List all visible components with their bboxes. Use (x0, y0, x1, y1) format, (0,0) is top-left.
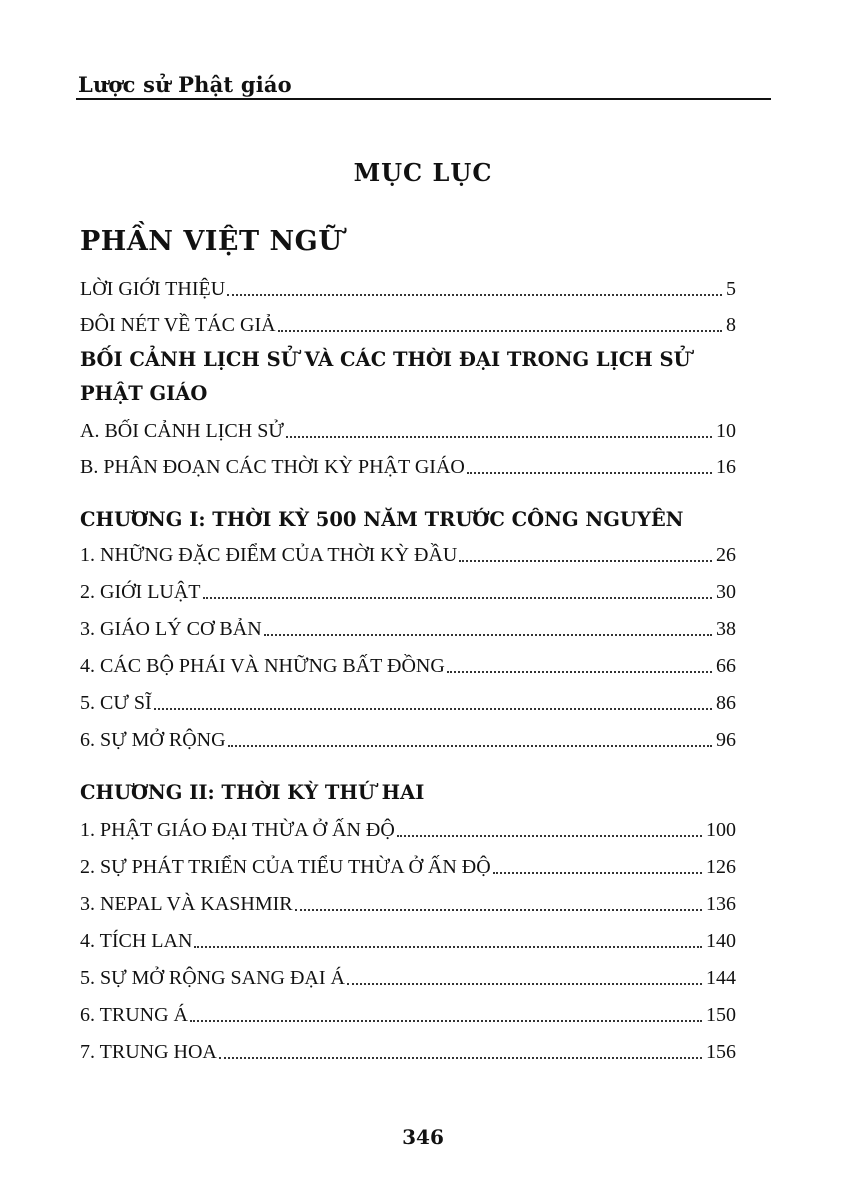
toc-entry-label: LỜI GIỚI THIỆU (80, 278, 226, 300)
toc-entry[interactable] (80, 577, 736, 605)
toc-entry[interactable] (80, 725, 736, 753)
toc-entry[interactable] (80, 540, 736, 568)
toc-entry-page: 38 (716, 618, 736, 640)
toc-entry-page: 126 (706, 856, 736, 878)
toc-entry-page: 86 (716, 692, 736, 714)
toc-entry-label: 2. SỰ PHÁT TRIỂN CỦA TIỂU THỪA Ở ẤN ĐỘ (80, 856, 491, 878)
leader-dots (228, 735, 712, 747)
leader-dots (190, 1010, 702, 1022)
toc-entry-page: 8 (726, 314, 736, 336)
toc-entry[interactable] (80, 926, 736, 954)
toc-entry-label: 1. PHẬT GIÁO ĐẠI THỪA Ở ẤN ĐỘ (80, 819, 395, 841)
toc-entry[interactable] (80, 852, 736, 880)
toc-entry-label: 4. TÍCH LAN (80, 930, 193, 952)
toc-entry[interactable] (80, 688, 736, 716)
toc-entry-page: 26 (716, 544, 736, 566)
page-number: 346 (402, 1125, 444, 1149)
toc-entry-page: 5 (726, 278, 736, 300)
toc-entry-label: 2. GIỚI LUẬT (80, 581, 201, 603)
toc-entry-page: 150 (706, 1004, 736, 1026)
leader-dots (447, 661, 712, 673)
toc-entry-page: 144 (706, 967, 736, 989)
leader-dots (203, 587, 712, 599)
toc-entry[interactable] (80, 889, 736, 917)
leader-dots (227, 284, 722, 296)
toc-entry-label: B. PHÂN ĐOẠN CÁC THỜI KỲ PHẬT GIÁO (80, 456, 465, 478)
toc-entry-label: 6. SỰ MỞ RỘNG (80, 729, 226, 751)
toc-entry-label: 3. NEPAL VÀ KASHMIR (80, 893, 293, 915)
toc-title: MỤC LỤC (353, 158, 493, 187)
toc-entry-label: A. BỐI CẢNH LỊCH SỬ (80, 420, 284, 442)
section-heading: BỐI CẢNH LỊCH SỬ VÀ CÁC THỜI ĐẠI TRONG LỊCH SỬ PHẬT GIÁO (80, 348, 691, 405)
chapter-heading: CHƯƠNG II: THỜI KỲ THỨ HAI (80, 781, 425, 804)
leader-dots (286, 426, 712, 438)
toc-entry[interactable] (80, 1037, 736, 1065)
toc-entry-label: 4. CÁC BỘ PHÁI VÀ NHỮNG BẤT ĐỒNG (80, 655, 445, 677)
toc-entry-label: 3. GIÁO LÝ CƠ BẢN (80, 618, 262, 640)
leader-dots (154, 698, 712, 710)
toc-entry[interactable] (80, 452, 736, 480)
toc-entry-page: 136 (706, 893, 736, 915)
leader-dots (347, 973, 702, 985)
leader-dots (194, 936, 702, 948)
toc-entry[interactable] (80, 963, 736, 991)
toc-entry[interactable] (80, 651, 736, 679)
part-title: PHẦN VIỆT NGỮ (80, 226, 343, 257)
chapter-heading: CHƯƠNG I: THỜI KỲ 500 NĂM TRƯỚC CÔNG NGUYÊN (80, 508, 684, 531)
toc-entry-label: 5. SỰ MỞ RỘNG SANG ĐẠI Á (80, 967, 345, 989)
leader-dots (493, 862, 702, 874)
toc-entry-label: 5. CƯ SĨ (80, 692, 152, 714)
toc-entry[interactable] (80, 274, 736, 302)
leader-dots (219, 1047, 702, 1059)
toc-entry[interactable] (80, 1000, 736, 1028)
toc-entry-label: 1. NHỮNG ĐẶC ĐIỂM CỦA THỜI KỲ ĐẦU (80, 544, 458, 566)
toc-entry-page: 66 (716, 655, 736, 677)
toc-entry[interactable] (80, 310, 736, 338)
leader-dots (264, 624, 712, 636)
toc-entry[interactable] (80, 614, 736, 642)
leader-dots (467, 462, 712, 474)
toc-entry[interactable] (80, 416, 736, 444)
leader-dots (295, 899, 702, 911)
toc-entry-page: 140 (706, 930, 736, 952)
toc-entry-page: 96 (716, 729, 736, 751)
toc-entry-page: 100 (706, 819, 736, 841)
leader-dots (278, 320, 722, 332)
toc-entry-label: ĐÔI NÉT VỀ TÁC GIẢ (80, 314, 276, 336)
toc-entry-page: 30 (716, 581, 736, 603)
toc-entry-page: 16 (716, 456, 736, 478)
toc-entry-label: 6. TRUNG Á (80, 1004, 188, 1026)
running-header: Lược sử Phật giáo (78, 72, 292, 97)
leader-dots (397, 825, 702, 837)
toc-entry[interactable] (80, 815, 736, 843)
toc-entry-page: 156 (706, 1041, 736, 1063)
leader-dots (459, 550, 712, 562)
toc-entry-page: 10 (716, 420, 736, 442)
header-rule (76, 98, 771, 100)
toc-entry-label: 7. TRUNG HOA (80, 1041, 217, 1063)
